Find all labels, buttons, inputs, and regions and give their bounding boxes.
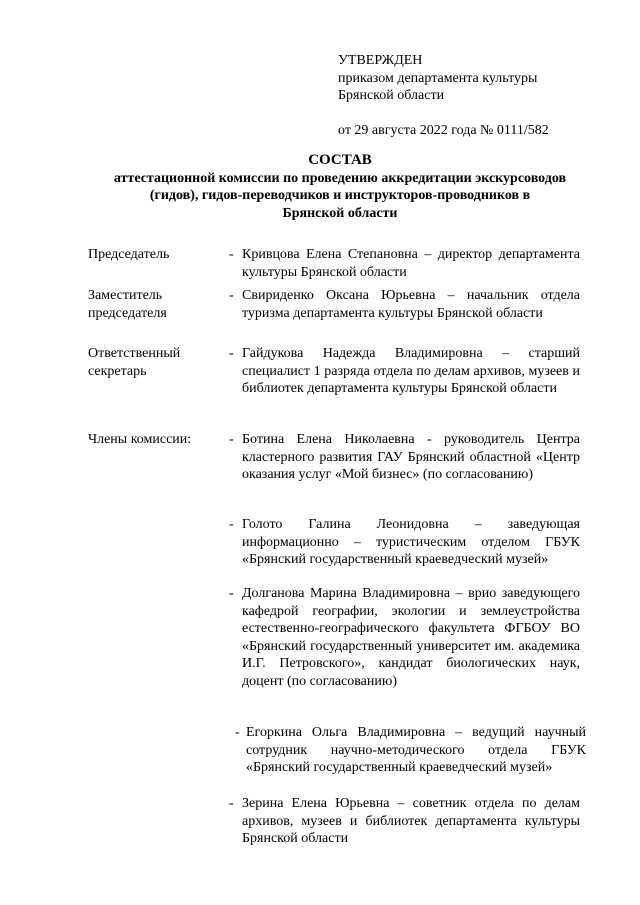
approval-order: приказом департамента культуры — [338, 70, 538, 86]
member-description: Ботина Елена Николаевна - руководитель Центра кластерного развития ГАУ Брянский областной «Центр оказания услуг «Мой бизнес» (по согласованию) — [242, 432, 580, 482]
title-line-2: (гидов), гидов-переводчиков и инструкторов-проводников в — [149, 188, 531, 203]
member-role: Заместитель председателя — [88, 288, 167, 321]
member-dash: - — [229, 796, 234, 811]
member-dash: - — [229, 288, 234, 303]
member-description: Кривцова Елена Степановна – директор департамента культуры Брянской области — [242, 247, 580, 280]
member-dash: - — [229, 247, 234, 262]
title-line-1: аттестационной комиссии по проведению аккредитации экскурсоводов — [113, 170, 567, 186]
member-dash: - — [229, 346, 234, 361]
approval-status: УТВЕРЖДЕН — [338, 53, 423, 68]
member-role: Члены комиссии: — [88, 432, 192, 447]
member-description: Гайдукова Надежда Владимировна – старший специалист 1 разряда отдела по делам архивов, музеев и библиотек департамента культуры Брянской области — [242, 346, 580, 396]
title-heading: СОСТАВ — [308, 152, 372, 168]
approval-block — [338, 52, 628, 139]
member-description: Егоркина Ольга Владимировна – ведущий научный сотрудник научно-методического отдела ГБУК «Брянский государственный краеведческий музей» — [246, 725, 586, 775]
member-dash: - — [229, 517, 234, 532]
approval-date: от 29 августа 2022 года № 0111/582 — [338, 122, 549, 138]
member-role: Председатель — [88, 247, 170, 262]
member-role: Ответственный секретарь — [88, 346, 181, 379]
member-description: Долганова Марина Владимировна – врио заведующего кафедрой географии, экологии и землеустройства естественно-географического факультета ФГБОУ ВО «Брянский государственный университет им. академика И.Г. Петровского», кандидат биологических наук, доцент (по согласованию) — [242, 586, 580, 689]
member-description: Свириденко Оксана Юрьевна – начальник отдела туризма департамента культуры Брянской области — [242, 288, 580, 321]
member-dash: - — [235, 725, 240, 740]
member-description: Голото Галина Леонидовна – заведующая информационно – туристическим отделом ГБУК «Брянский государственный краеведческий музей» — [242, 517, 580, 567]
member-dash: - — [229, 586, 234, 601]
approval-gap — [338, 105, 628, 122]
document-title — [60, 152, 620, 222]
member-dash: - — [229, 432, 234, 447]
approval-region: Брянской области — [338, 88, 445, 103]
title-line-3: Брянской области — [282, 205, 398, 221]
member-description: Зерина Елена Юрьевна – советник отдела по делам архивов, музеев и библиотек департамента культуры Брянской области — [242, 796, 580, 846]
